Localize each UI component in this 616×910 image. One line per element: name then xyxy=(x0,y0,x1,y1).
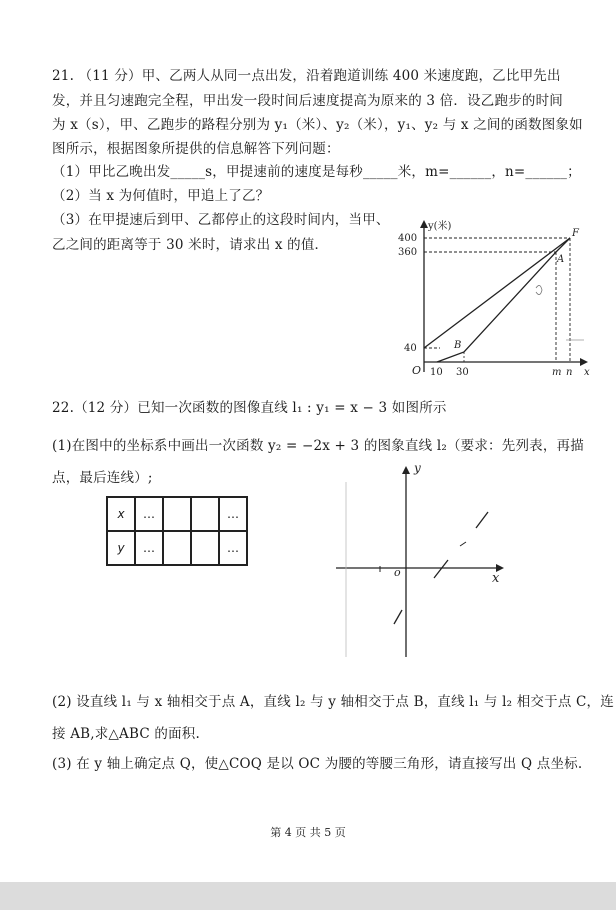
q21-line-2: 发，并且匀速跑完全程，甲出发一段时间后速度提高为原来的 3 倍．设乙跑步的时间 xyxy=(52,93,563,109)
q21-y-label: y(米) xyxy=(428,221,452,232)
q21-origin: O xyxy=(412,364,422,377)
table-cell xyxy=(191,497,219,531)
q22-line-l1-seg3 xyxy=(476,512,488,528)
q21-ytick-40: 40 xyxy=(404,343,417,354)
q21-part1: （1）甲比乙晚出发_____s，甲提速前的速度是每秒_____米，m=______，n=______； xyxy=(52,164,581,180)
table-row xyxy=(107,497,247,531)
table-cell: … xyxy=(219,531,247,565)
page-footer: 第 4 页 共 5 页 xyxy=(270,826,346,839)
q21-graph xyxy=(394,222,594,382)
q21-line-4: 图所示，根据图象所提供的信息解答下列问题： xyxy=(52,141,340,157)
q21-x-label: x xyxy=(584,367,590,378)
q22-x-label: x xyxy=(492,571,500,586)
table-cell xyxy=(163,497,191,531)
q21-part2: （2）当 x 为何值时，甲追上了乙？ xyxy=(52,188,270,204)
q22-line-l1-seg2 xyxy=(434,560,448,578)
q21-line-3: 为 x（s），甲、乙跑步的路程分别为 y₁（米）、y₂（米），y₁、y₂ 与 x 之间的函数图象如 xyxy=(52,117,583,133)
q21-ytick-360: 360 xyxy=(398,247,418,258)
q22-line-l1-seg1 xyxy=(394,610,402,624)
table-cell: … xyxy=(135,497,163,531)
table-cell: x xyxy=(107,497,135,531)
q21-ytick-400: 400 xyxy=(398,233,418,244)
q21-xtick-30: 30 xyxy=(456,367,469,378)
table-cell xyxy=(163,531,191,565)
q22-tick xyxy=(460,542,466,546)
q22-y-label: y xyxy=(414,461,421,475)
q22-part2: (2) 设直线 l₁ 与 x 轴相交于点 A，直线 l₂ 与 y 轴相交于点 B，直线 l₁ 与 l₂ 相交于点 C，连 xyxy=(52,694,614,710)
table-cell: … xyxy=(219,497,247,531)
q21-xtick-10: 10 xyxy=(430,367,443,378)
q21-point-B: B xyxy=(454,340,462,351)
q21-point-A: A xyxy=(557,254,565,265)
q21-xtick-n: n xyxy=(566,367,573,378)
table-cell: … xyxy=(135,531,163,565)
q21-part3: （3）在甲提速后到甲、乙都停止的这段时间内，当甲、 xyxy=(52,212,390,228)
q22-part3: (3) 在 y 轴上确定点 Q，使△COQ 是以 OC 为腰的等腰三角形，请直接写出 Q 点坐标. xyxy=(52,756,583,772)
scan-border xyxy=(0,882,616,910)
q21-pencil-mark xyxy=(536,285,542,294)
q22-line-1: 22.（12 分）已知一次函数的图像直线 l₁ : y₁ = x − 3 如图所示 xyxy=(52,400,447,416)
q21-part3-cont: 乙之间的距离等于 30 米时，请求出 x 的值． xyxy=(52,237,329,253)
table-cell: y xyxy=(107,531,135,565)
q22-part1: (1)在图中的坐标系中画出一次函数 y₂ = −2x + 3 的图象直线 l₂（要求：先列表，再描 xyxy=(52,438,584,454)
q21-y-arrow xyxy=(420,220,428,228)
q22-part1-cont: 点，最后连线）; xyxy=(52,470,153,486)
q21-line-1: 21. （11 分）甲、乙两人从同一点出发，沿着跑道训练 400 米速度跑，乙比甲先出 xyxy=(52,68,561,84)
q21-xtick-m: m xyxy=(552,367,562,378)
q21-point-F: F xyxy=(572,228,579,239)
q22-axes xyxy=(336,462,516,662)
q21-x-arrow xyxy=(580,358,588,366)
q22-value-table xyxy=(106,496,248,566)
q21-line-yi xyxy=(424,238,570,348)
q22-y-arrow xyxy=(402,466,410,474)
q22-origin: o xyxy=(394,566,401,579)
q22-part2-cont: 接 AB,求△ABC 的面积. xyxy=(52,726,200,742)
table-row xyxy=(107,531,247,565)
table-cell xyxy=(191,531,219,565)
